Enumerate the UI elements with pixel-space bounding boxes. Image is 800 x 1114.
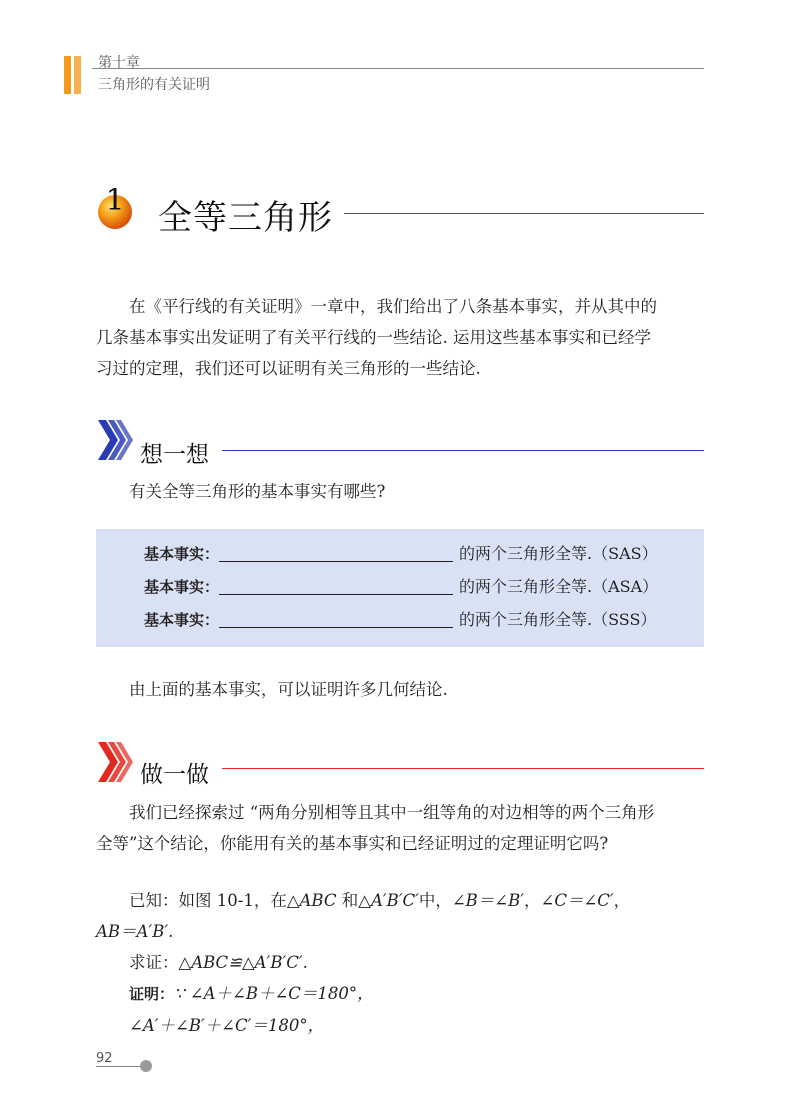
fill-blank[interactable] xyxy=(219,576,453,595)
page-number-rule xyxy=(96,1066,144,1067)
header-rule xyxy=(92,68,704,69)
fill-blank[interactable] xyxy=(219,543,453,562)
think-conclusion: 由上面的基本事实，可以证明许多几何结论. xyxy=(129,680,448,699)
chapter-title: 三角形的有关证明 xyxy=(98,77,210,93)
do-title: 做一做 xyxy=(140,762,209,788)
section-title: 全等三角形 xyxy=(158,198,333,238)
think-title-rule xyxy=(222,450,704,451)
chapter-marker-bars xyxy=(64,56,84,94)
proof-block xyxy=(96,885,706,1041)
given-line-2: AB＝A′B′. xyxy=(96,922,174,941)
do-chevron-icon xyxy=(96,740,136,784)
do-title-rule xyxy=(222,768,704,769)
given-line: 已知：如图 10-1，在△ABC 和△A′B′C′中，∠B＝∠B′，∠C＝∠C′， xyxy=(129,891,631,910)
fill-blank[interactable] xyxy=(219,609,453,628)
intro-line: 在《平行线的有关证明》一章中，我们给出了八条基本事实，并从其中的 xyxy=(129,297,657,316)
fact-row-sas: 基本事实： 的两个三角形全等.（SAS） xyxy=(144,544,658,563)
prove-line: 求证：△ABC≌△A′B′C′. xyxy=(129,953,308,972)
page-number: 92 xyxy=(96,1051,113,1066)
section-title-rule xyxy=(344,213,704,214)
proof-line-1: 证明：∵ ∠A＋∠B＋∠C＝180°， xyxy=(129,984,374,1003)
do-paragraph: 我们已经探索过 “两角分别相等且其中一组等角的对边相等的两个三角形 全等”这个结论，你能用有关的基本事实和已经证明过的定理证明它吗? xyxy=(96,803,655,853)
think-question: 有关全等三角形的基本事实有哪些? xyxy=(129,482,386,501)
intro-paragraph xyxy=(96,291,706,384)
fact-row-sss: 基本事实： 的两个三角形全等.（SSS） xyxy=(144,610,657,629)
chapter-label: 第十章 xyxy=(98,55,140,71)
think-title: 想一想 xyxy=(140,442,209,468)
fact-row-asa: 基本事实： 的两个三角形全等.（ASA） xyxy=(144,577,659,596)
section-number: 1 xyxy=(105,188,125,218)
intro-line: 几条基本事实出发证明了有关平行线的一些结论. 运用这些基本事实和已经学 xyxy=(96,328,651,347)
basic-facts-box xyxy=(96,529,704,647)
think-chevron-icon xyxy=(96,418,136,462)
intro-line: 习过的定理，我们还可以证明有关三角形的一些结论. xyxy=(96,359,481,378)
proof-line-2: ∠A′＋∠B′＋∠C′＝180°， xyxy=(129,1016,325,1035)
page-dot-icon xyxy=(140,1060,152,1072)
section-number-ball-icon xyxy=(94,188,136,230)
